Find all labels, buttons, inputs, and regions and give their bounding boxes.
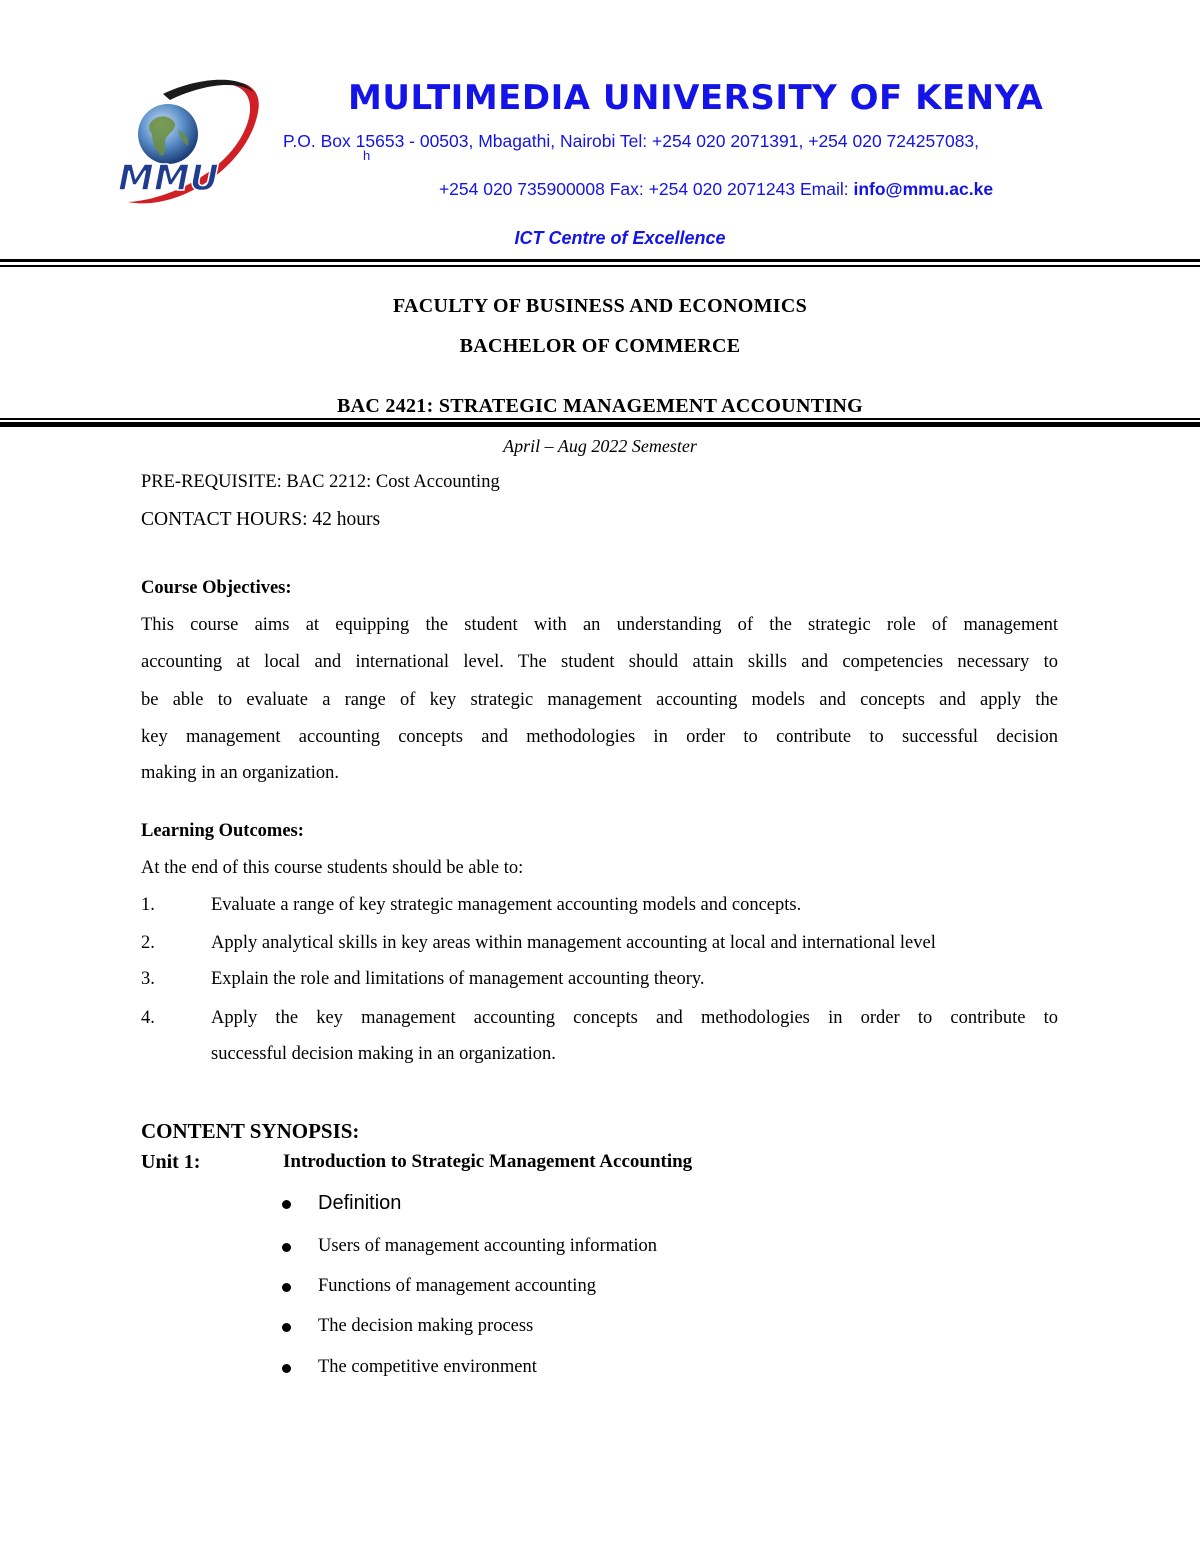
course-rule-thin xyxy=(0,418,1200,420)
objectives-line: be able to evaluate a range of key strategic management accounting models and concepts and apply the xyxy=(141,690,1058,710)
prerequisite: PRE-REQUISITE: BAC 2212: Cost Accounting xyxy=(141,472,500,492)
outcome-text: Evaluate a range of key strategic management accounting models and concepts. xyxy=(211,895,802,915)
outcome-number: 1. xyxy=(141,895,155,915)
stray-character: h xyxy=(363,148,371,163)
course-rule-thick xyxy=(0,422,1200,427)
synopsis-item: The competitive environment xyxy=(318,1357,537,1377)
contact-phone-fax-text: +254 020 735900008 Fax: +254 020 2071243 Email: xyxy=(438,179,854,199)
bullet-icon xyxy=(282,1200,291,1209)
outcomes-heading: Learning Outcomes: xyxy=(141,821,304,841)
objectives-line: accounting at local and international level. The student should attain skills and competencies necessary to xyxy=(141,652,1058,672)
synopsis-item: Functions of management accounting xyxy=(318,1276,596,1296)
outcome-text: Explain the role and limitations of management accounting theory. xyxy=(211,969,705,989)
objectives-line: This course aims at equipping the student with an understanding of the strategic role of management xyxy=(141,615,1058,635)
university-name: MULTIMEDIA UNIVERSITY OF KENYA xyxy=(348,78,1044,118)
contact-address-line: P.O. Box 15653 - 00503, Mbagathi, Nairobi Tel: +254 020 2071391, +254 020 724257083, xyxy=(283,131,980,151)
bullet-icon xyxy=(282,1283,291,1292)
outcome-number: 2. xyxy=(141,933,155,953)
bullet-icon xyxy=(282,1323,291,1332)
semester-label: April – Aug 2022 Semester xyxy=(503,436,697,456)
bullet-icon xyxy=(282,1364,291,1373)
outcome-text: Apply the key management accounting concepts and methodologies in order to contribute to xyxy=(211,1008,1058,1028)
header-rule-thin xyxy=(0,265,1200,267)
contact-hours: CONTACT HOURS: 42 hours xyxy=(141,509,381,530)
header-rule-thick xyxy=(0,259,1200,262)
synopsis-item: The decision making process xyxy=(318,1316,534,1336)
outcome-number: 4. xyxy=(141,1008,155,1028)
programme-title: BACHELOR OF COMMERCE xyxy=(459,335,741,357)
objectives-line: making in an organization. xyxy=(141,763,339,783)
faculty-title: FACULTY OF BUSINESS AND ECONOMICS xyxy=(392,295,808,317)
motto: ICT Centre of Excellence xyxy=(514,228,726,248)
outcomes-intro: At the end of this course students should be able to: xyxy=(141,858,524,878)
unit-title: Introduction to Strategic Management Accounting xyxy=(283,1151,693,1172)
objectives-heading: Course Objectives: xyxy=(141,578,292,598)
logo-text: MMU xyxy=(118,158,219,199)
outcome-text: Apply analytical skills in key areas within management accounting at local and international level xyxy=(211,933,936,953)
contact-phone-line xyxy=(0,179,1200,200)
synopsis-item: Users of management accounting information xyxy=(318,1236,658,1256)
synopsis-heading: CONTENT SYNOPSIS: xyxy=(141,1119,360,1143)
email-link[interactable]: info@mmu.ac.ke xyxy=(853,179,994,199)
outcome-text-continued: successful decision making in an organization. xyxy=(211,1044,556,1064)
course-title: BAC 2421: STRATEGIC MANAGEMENT ACCOUNTING xyxy=(336,395,864,417)
outcome-number: 3. xyxy=(141,969,155,989)
objectives-line: key management accounting concepts and methodologies in order to contribute to successful decision xyxy=(141,727,1058,747)
bullet-icon xyxy=(282,1243,291,1252)
synopsis-item: Definition xyxy=(318,1192,402,1214)
unit-label: Unit 1: xyxy=(141,1151,201,1173)
